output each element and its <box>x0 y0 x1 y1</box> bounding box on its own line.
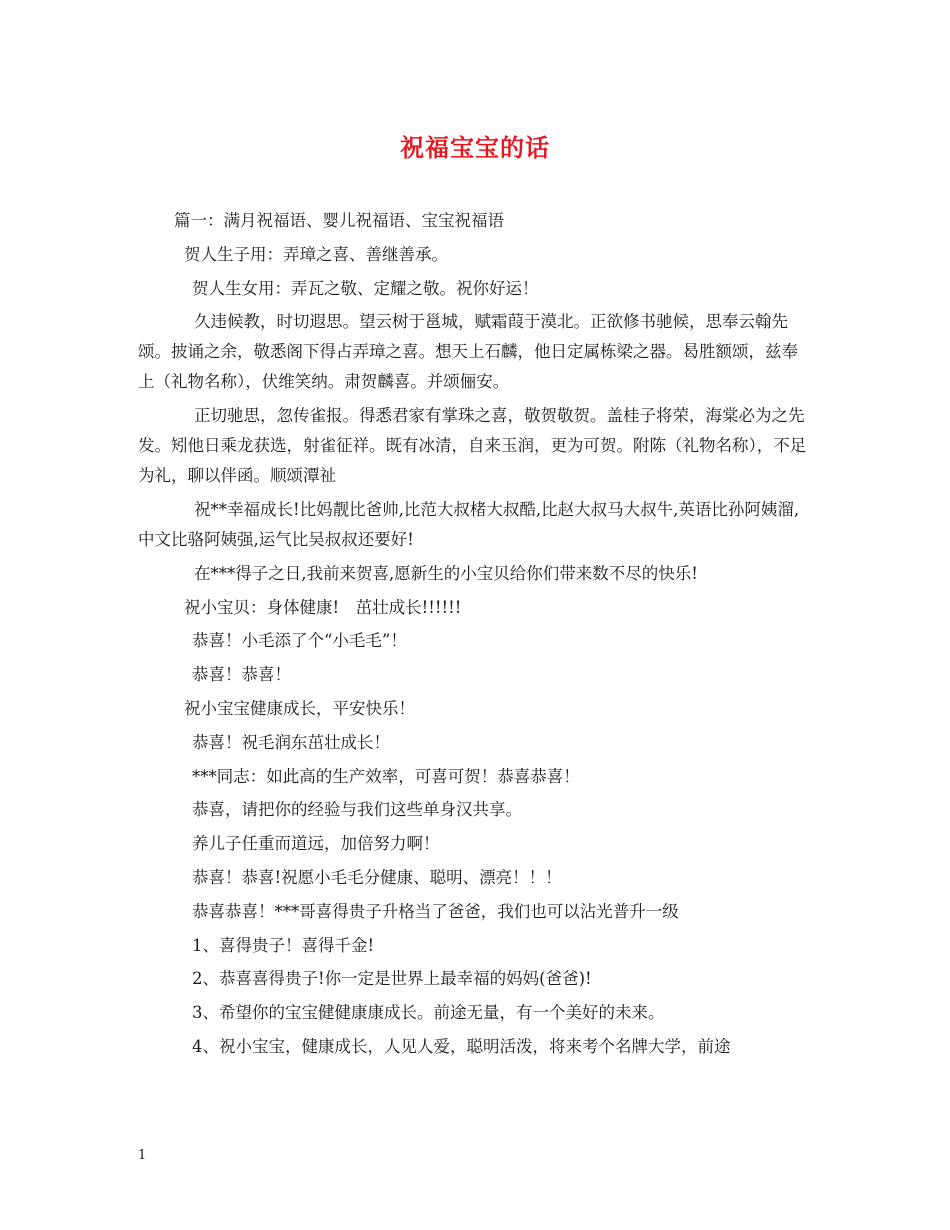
list-item: 4、祝小宝宝，健康成长，人见人爱，聪明活泼，将来考个名牌大学，前途 <box>192 1036 731 1056</box>
paragraph: 篇一：满月祝福语、婴儿祝福语、宝宝祝福语 <box>174 211 504 230</box>
page-number: 1 <box>138 1148 147 1163</box>
paragraph: 祝小宝宝健康成长，平安快乐！ <box>184 698 415 718</box>
paragraph: 祝**幸福成长!比妈靓比爸帅,比范大叔楮大叔酷,比赵大叔马大叔牛,英语比孙阿姨溜,中文比骆阿姨强,运气比吴叔叔还要好! <box>138 499 800 549</box>
paragraph: 祝小宝贝：身体健康! 茁壮成长!!!!!! <box>184 597 462 617</box>
list-item: 3、希望你的宝宝健健康康成长。前途无量，有一个美好的未来。 <box>192 1003 665 1023</box>
document-body <box>138 206 814 1066</box>
document-title: 祝福宝宝的话 <box>400 133 550 162</box>
paragraph: 在***得子之日,我前来贺喜,愿新生的小宝贝给你们带来数不尽的快乐! <box>194 563 698 583</box>
paragraph: 贺人生女用：弄瓦之敬、定耀之敬。祝你好运！ <box>192 278 539 298</box>
paragraph: 恭喜！恭喜!祝愿小毛毛分健康、聪明、漂亮！！！ <box>192 867 562 887</box>
paragraph: 养儿子任重而道远，加倍努力啊！ <box>192 834 440 854</box>
paragraph: 正切驰思，忽传雀报。得悉君家有掌珠之喜，敬贺敬贺。盖桂子将荣，海棠必为之先发。矧他日乘龙获选，射雀征祥。既有冰清，自来玉润，更为可贺。附陈（礼物名称），不足为礼，聊以伴函。顺颂潭祉 <box>138 406 807 486</box>
paragraph: 贺人生子用：弄璋之喜、善继善承。 <box>184 244 448 264</box>
paragraph: 久违候教，时切遐思。望云树于邕城，赋霜葭于漠北。正欲修书驰候，思奉云翰先颂。披诵之余，敬悉阁下得占弄璋之喜。想天上石麟，他日定属栋梁之器。曷胜额颂，兹奉上（礼物名称），伏维笑纳。肃贺麟喜。并颂俪安。 <box>138 312 798 392</box>
paragraph: 恭喜！祝毛润东茁壮成长！ <box>192 732 390 752</box>
paragraph: 恭喜！小毛添了个“小毛毛”！ <box>192 631 407 651</box>
list-item: 2、恭喜喜得贵子!你一定是世界上最幸福的妈妈(爸爸)! <box>192 969 592 989</box>
paragraph: 恭喜！恭喜！ <box>192 665 291 685</box>
paragraph: 恭喜，请把你的经验与我们这些单身汉共享。 <box>192 800 522 820</box>
paragraph: ***同志：如此高的生产效率，可喜可贺！恭喜恭喜！ <box>192 766 580 786</box>
paragraph: 恭喜恭喜！***哥喜得贵子升格当了爸爸，我们也可以沾光普升一级 <box>192 901 679 921</box>
list-item: 1、喜得贵子！喜得千金! <box>192 935 375 955</box>
